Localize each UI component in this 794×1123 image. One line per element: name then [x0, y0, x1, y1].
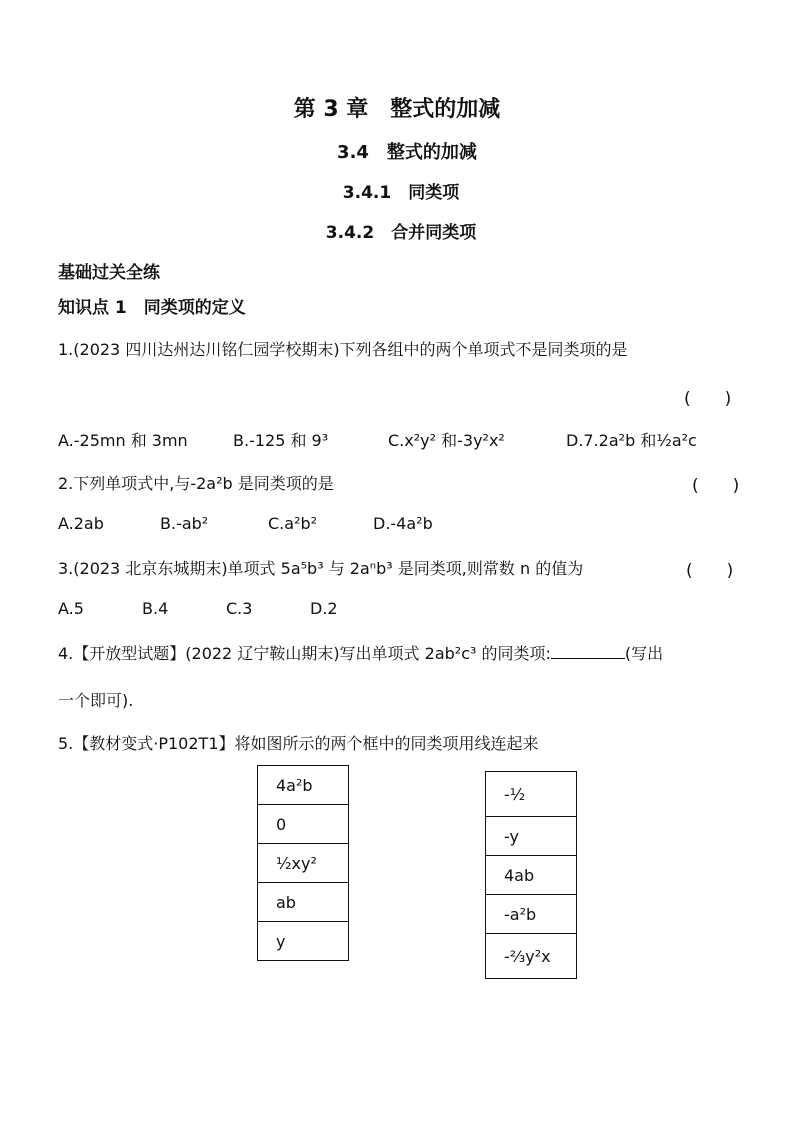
question-1-option-b: B.-125 和 9³: [233, 431, 329, 450]
question-3-answer-bracket: ( ): [686, 561, 734, 581]
right-box-cell[interactable]: -a²b: [486, 895, 577, 934]
question-4-tail: (写出: [624, 644, 664, 663]
right-box-cell[interactable]: 4ab: [486, 856, 577, 895]
question-3-option-c: C.3: [226, 599, 253, 618]
left-box-cell[interactable]: ½xy²: [258, 844, 349, 883]
left-box-cell[interactable]: ab: [258, 883, 349, 922]
practice-heading: 基础过关全练: [58, 263, 160, 283]
question-4-line-1: [58, 641, 663, 664]
question-2-option-d: D.-4a²b: [373, 514, 433, 533]
left-box-cell[interactable]: y: [258, 922, 349, 961]
right-box-cell[interactable]: -½: [486, 772, 577, 817]
question-3-text: 3.(2023 北京东城期末)单项式 5a⁵b³ 与 2aⁿb³ 是同类项,则常数 n 的值为: [58, 559, 584, 578]
knowledge-point-heading: 知识点 1 同类项的定义: [58, 298, 246, 318]
question-2-answer-bracket: ( ): [692, 476, 740, 496]
answer-blank[interactable]: [551, 644, 625, 659]
right-box-cell[interactable]: -⅔y²x: [486, 934, 577, 979]
right-box-cell[interactable]: -y: [486, 817, 577, 856]
question-1-answer-bracket: ( ): [684, 389, 732, 409]
right-term-box: [485, 771, 577, 979]
question-2-option-b: B.-ab²: [160, 514, 209, 533]
question-3-option-d: D.2: [310, 599, 338, 618]
question-1-option-d: D.7.2a²b 和½a²c: [566, 431, 697, 450]
chapter-title: 第 3 章 整式的加减: [293, 97, 501, 122]
question-5-text: 5.【教材变式·P102T1】将如图所示的两个框中的同类项用线连起来: [58, 734, 539, 753]
left-box-cell[interactable]: 4a²b: [258, 766, 349, 805]
question-3-option-b: B.4: [142, 599, 169, 618]
question-1-text: 1.(2023 四川达州达川铭仁园学校期末)下列各组中的两个单项式不是同类项的是: [58, 340, 628, 359]
question-2-text: 2.下列单项式中,与-2a²b 是同类项的是: [58, 474, 334, 493]
section-title: 3.4 整式的加减: [337, 142, 477, 163]
subsection-title-2: 3.4.2 合并同类项: [325, 223, 477, 243]
subsection-title-1: 3.4.1 同类项: [342, 183, 460, 203]
question-2-option-c: C.a²b²: [268, 514, 318, 533]
question-1-option-a: A.-25mn 和 3mn: [58, 431, 188, 450]
question-1-option-c: C.x²y² 和-3y²x²: [388, 431, 505, 450]
question-2-option-a: A.2ab: [58, 514, 104, 533]
question-3-option-a: A.5: [58, 599, 84, 618]
question-4-line-2: 一个即可).: [58, 691, 134, 710]
left-term-box: [257, 765, 349, 961]
question-4-text: 4.【开放型试题】(2022 辽宁鞍山期末)写出单项式 2ab²c³ 的同类项:: [58, 644, 551, 663]
left-box-cell[interactable]: 0: [258, 805, 349, 844]
